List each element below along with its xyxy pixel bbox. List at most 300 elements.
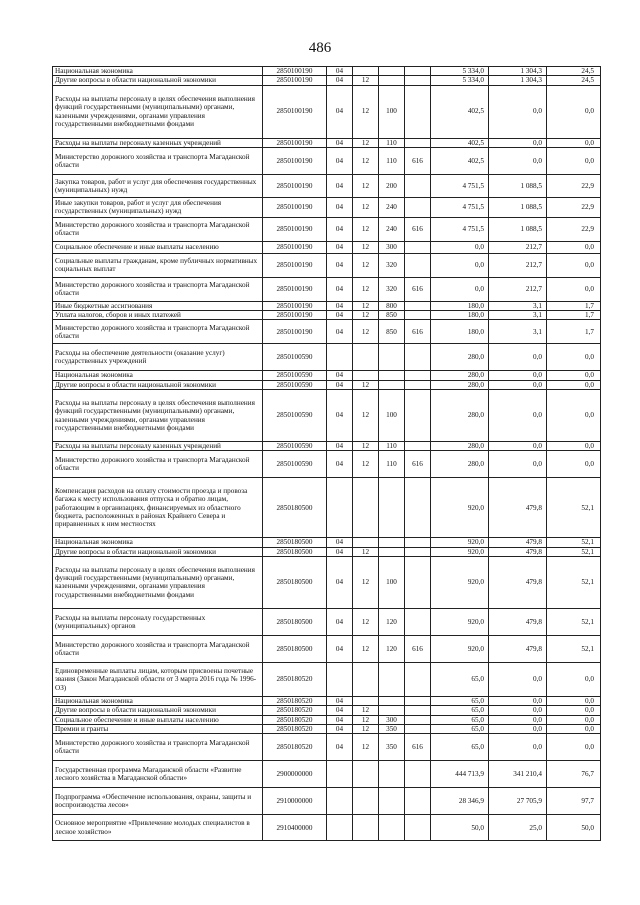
row-name-cell: Министерство дорожного хозяйства и транспорта Магаданской области: [53, 635, 263, 662]
subsection-cell: 12: [353, 451, 379, 478]
planned-amount-cell: 280,0: [431, 390, 489, 442]
execution-percent-cell: 22,9: [547, 174, 601, 197]
table-row: [53, 311, 601, 320]
expense-type-cell: [379, 547, 405, 556]
administrator-cell: [405, 311, 431, 320]
section-cell: 04: [327, 715, 353, 724]
row-name-cell: Компенсация расходов на оплату стоимости проезда и провоза багажа к месту использования отпуска и обратно лицам, работающим в организациях, финансируемых из областного бюджета, расположенных в районах Крайнего Севера и приравненных к ним местностях: [53, 478, 263, 538]
subsection-cell: 12: [353, 390, 379, 442]
section-cell: 04: [327, 380, 353, 389]
administrator-cell: [405, 547, 431, 556]
administrator-cell: 616: [405, 320, 431, 344]
administrator-cell: [405, 478, 431, 538]
target-code-cell: 2850100190: [263, 301, 327, 310]
planned-amount-cell: 280,0: [431, 344, 489, 371]
table-row: [53, 662, 601, 696]
row-name-cell: Расходы на обеспечение деятельности (оказание услуг) государственных учреждений: [53, 344, 263, 371]
section-cell: 04: [327, 608, 353, 635]
table-row: [53, 715, 601, 724]
actual-amount-cell: 25,0: [489, 815, 547, 841]
table-row: [53, 174, 601, 197]
execution-percent-cell: 0,0: [547, 451, 601, 478]
table-row: [53, 320, 601, 344]
expense-type-cell: [379, 67, 405, 76]
table-row: [53, 815, 601, 841]
subsection-cell: 12: [353, 217, 379, 241]
table-row: [53, 734, 601, 761]
target-code-cell: 2850100190: [263, 277, 327, 301]
planned-amount-cell: 4 751,5: [431, 174, 489, 197]
planned-amount-cell: 5 334,0: [431, 76, 489, 85]
section-cell: 04: [327, 538, 353, 547]
expense-type-cell: 320: [379, 253, 405, 277]
expense-type-cell: [379, 478, 405, 538]
table-row: [53, 217, 601, 241]
subsection-cell: 12: [353, 380, 379, 389]
expense-type-cell: [379, 706, 405, 715]
expense-type-cell: [379, 662, 405, 696]
administrator-cell: [405, 715, 431, 724]
administrator-cell: [405, 380, 431, 389]
row-name-cell: Иные бюджетные ассигнования: [53, 301, 263, 310]
section-cell: 04: [327, 724, 353, 733]
expense-type-cell: [379, 344, 405, 371]
planned-amount-cell: 920,0: [431, 556, 489, 608]
section-cell: 04: [327, 451, 353, 478]
table-row: [53, 76, 601, 85]
execution-percent-cell: 0,0: [547, 442, 601, 451]
row-name-cell: Другие вопросы в области национальной экономики: [53, 547, 263, 556]
table-row: [53, 556, 601, 608]
administrator-cell: [405, 538, 431, 547]
planned-amount-cell: 0,0: [431, 241, 489, 253]
planned-amount-cell: 0,0: [431, 277, 489, 301]
actual-amount-cell: 3,1: [489, 311, 547, 320]
planned-amount-cell: 280,0: [431, 380, 489, 389]
row-name-cell: Подпрограмма «Обеспечение использования, охраны, защиты и воспроизводства лесов»: [53, 788, 263, 815]
table-row: [53, 241, 601, 253]
expense-type-cell: [379, 761, 405, 788]
target-code-cell: 2850100190: [263, 76, 327, 85]
planned-amount-cell: 920,0: [431, 547, 489, 556]
subsection-cell: 12: [353, 724, 379, 733]
actual-amount-cell: 212,7: [489, 277, 547, 301]
execution-percent-cell: 0,0: [547, 147, 601, 174]
actual-amount-cell: 0,0: [489, 390, 547, 442]
subsection-cell: [353, 815, 379, 841]
table-row: [53, 147, 601, 174]
administrator-cell: [405, 390, 431, 442]
actual-amount-cell: 479,8: [489, 635, 547, 662]
table-row: [53, 451, 601, 478]
section-cell: 04: [327, 241, 353, 253]
actual-amount-cell: 0,0: [489, 724, 547, 733]
administrator-cell: [405, 724, 431, 733]
section-cell: [327, 788, 353, 815]
actual-amount-cell: 0,0: [489, 371, 547, 380]
actual-amount-cell: 479,8: [489, 547, 547, 556]
planned-amount-cell: 65,0: [431, 706, 489, 715]
administrator-cell: [405, 241, 431, 253]
execution-percent-cell: 0,0: [547, 696, 601, 705]
target-code-cell: 2850100590: [263, 390, 327, 442]
planned-amount-cell: 444 713,9: [431, 761, 489, 788]
expense-type-cell: 240: [379, 197, 405, 217]
section-cell: [327, 478, 353, 538]
subsection-cell: 12: [353, 734, 379, 761]
expense-type-cell: [379, 538, 405, 547]
subsection-cell: 12: [353, 253, 379, 277]
administrator-cell: [405, 761, 431, 788]
row-name-cell: Национальная экономика: [53, 67, 263, 76]
target-code-cell: 2850180520: [263, 734, 327, 761]
row-name-cell: Социальные выплаты гражданам, кроме публичных нормативных социальных выплат: [53, 253, 263, 277]
actual-amount-cell: 341 210,4: [489, 761, 547, 788]
table-row: [53, 67, 601, 76]
subsection-cell: 12: [353, 301, 379, 310]
subsection-cell: 12: [353, 138, 379, 147]
expense-type-cell: 240: [379, 217, 405, 241]
execution-percent-cell: 0,0: [547, 715, 601, 724]
expense-type-cell: 320: [379, 277, 405, 301]
expense-type-cell: 200: [379, 174, 405, 197]
table-row: [53, 724, 601, 733]
target-code-cell: 2850100590: [263, 442, 327, 451]
target-code-cell: 2850100190: [263, 147, 327, 174]
administrator-cell: [405, 138, 431, 147]
actual-amount-cell: 1 304,3: [489, 67, 547, 76]
row-name-cell: Расходы на выплаты персоналу казенных учреждений: [53, 442, 263, 451]
planned-amount-cell: 5 334,0: [431, 67, 489, 76]
target-code-cell: 2850100590: [263, 380, 327, 389]
target-code-cell: 2850100190: [263, 320, 327, 344]
subsection-cell: 12: [353, 715, 379, 724]
administrator-cell: [405, 197, 431, 217]
expense-type-cell: 100: [379, 390, 405, 442]
execution-percent-cell: 0,0: [547, 662, 601, 696]
execution-percent-cell: 52,1: [547, 556, 601, 608]
row-name-cell: Расходы на выплаты персоналу в целях обеспечения выполнения функций государственными (муниципальными) органами, казенными учреждениями, органами управления государственными внебюджетными фондами: [53, 85, 263, 138]
section-cell: 04: [327, 547, 353, 556]
table-row: [53, 696, 601, 705]
table-row: [53, 788, 601, 815]
actual-amount-cell: 1 088,5: [489, 174, 547, 197]
target-code-cell: 2850100190: [263, 67, 327, 76]
target-code-cell: 2850100190: [263, 85, 327, 138]
administrator-cell: [405, 556, 431, 608]
subsection-cell: 12: [353, 442, 379, 451]
row-name-cell: Расходы на выплаты персоналу государственных (муниципальных) органов: [53, 608, 263, 635]
execution-percent-cell: 0,0: [547, 253, 601, 277]
execution-percent-cell: 52,1: [547, 635, 601, 662]
row-name-cell: Министерство дорожного хозяйства и транспорта Магаданской области: [53, 451, 263, 478]
administrator-cell: [405, 442, 431, 451]
planned-amount-cell: 920,0: [431, 538, 489, 547]
administrator-cell: 616: [405, 277, 431, 301]
expense-type-cell: [379, 380, 405, 389]
section-cell: [327, 761, 353, 788]
administrator-cell: [405, 301, 431, 310]
execution-percent-cell: 24,5: [547, 76, 601, 85]
planned-amount-cell: 180,0: [431, 301, 489, 310]
expense-type-cell: [379, 788, 405, 815]
planned-amount-cell: 280,0: [431, 371, 489, 380]
planned-amount-cell: 4 751,5: [431, 197, 489, 217]
section-cell: 04: [327, 217, 353, 241]
row-name-cell: Государственная программа Магаданской области «Развитие лесного хозяйства в Магаданской области»: [53, 761, 263, 788]
subsection-cell: 12: [353, 174, 379, 197]
table-row: [53, 138, 601, 147]
actual-amount-cell: 0,0: [489, 147, 547, 174]
planned-amount-cell: 65,0: [431, 696, 489, 705]
section-cell: 04: [327, 734, 353, 761]
administrator-cell: [405, 371, 431, 380]
section-cell: 04: [327, 277, 353, 301]
execution-percent-cell: 97,7: [547, 788, 601, 815]
subsection-cell: [353, 344, 379, 371]
row-name-cell: Министерство дорожного хозяйства и транспорта Магаданской области: [53, 320, 263, 344]
target-code-cell: 2850100190: [263, 311, 327, 320]
execution-percent-cell: 22,9: [547, 217, 601, 241]
row-name-cell: Расходы на выплаты персоналу в целях обеспечения выполнения функций государственными (муниципальными) органами, казенными учреждениями, органами управления государственными внебюджетными фондами: [53, 556, 263, 608]
table-row: [53, 85, 601, 138]
section-cell: 04: [327, 197, 353, 217]
table-row: [53, 253, 601, 277]
actual-amount-cell: 0,0: [489, 706, 547, 715]
section-cell: 04: [327, 706, 353, 715]
planned-amount-cell: 402,5: [431, 138, 489, 147]
section-cell: 04: [327, 138, 353, 147]
planned-amount-cell: 65,0: [431, 662, 489, 696]
target-code-cell: 2850100590: [263, 371, 327, 380]
section-cell: 04: [327, 76, 353, 85]
subsection-cell: 12: [353, 608, 379, 635]
execution-percent-cell: 52,1: [547, 608, 601, 635]
actual-amount-cell: 1 088,5: [489, 217, 547, 241]
expense-type-cell: 120: [379, 635, 405, 662]
execution-percent-cell: 1,7: [547, 320, 601, 344]
administrator-cell: 616: [405, 635, 431, 662]
table-row: [53, 371, 601, 380]
administrator-cell: [405, 174, 431, 197]
row-name-cell: Другие вопросы в области национальной экономики: [53, 76, 263, 85]
subsection-cell: 12: [353, 241, 379, 253]
table-row: [53, 608, 601, 635]
subsection-cell: 12: [353, 197, 379, 217]
target-code-cell: 2850100190: [263, 253, 327, 277]
row-name-cell: Единовременные выплаты лицам, которым присвоены почетные звания (Закон Магаданской области от 3 марта 2016 года № 1996-ОЗ): [53, 662, 263, 696]
planned-amount-cell: 50,0: [431, 815, 489, 841]
subsection-cell: 12: [353, 320, 379, 344]
section-cell: 04: [327, 311, 353, 320]
target-code-cell: 2850100190: [263, 241, 327, 253]
section-cell: 04: [327, 556, 353, 608]
administrator-cell: 616: [405, 734, 431, 761]
target-code-cell: 2850180500: [263, 608, 327, 635]
target-code-cell: 2850180520: [263, 662, 327, 696]
subsection-cell: 12: [353, 277, 379, 301]
table-row: [53, 761, 601, 788]
administrator-cell: [405, 608, 431, 635]
actual-amount-cell: 3,1: [489, 320, 547, 344]
target-code-cell: 2850180500: [263, 547, 327, 556]
actual-amount-cell: 479,8: [489, 538, 547, 547]
expense-type-cell: [379, 696, 405, 705]
execution-percent-cell: 0,0: [547, 706, 601, 715]
planned-amount-cell: 65,0: [431, 724, 489, 733]
table-row: [53, 277, 601, 301]
execution-percent-cell: 0,0: [547, 138, 601, 147]
row-name-cell: Премии и гранты: [53, 724, 263, 733]
execution-percent-cell: 0,0: [547, 85, 601, 138]
target-code-cell: 2900000000: [263, 761, 327, 788]
table-row: [53, 478, 601, 538]
actual-amount-cell: 0,0: [489, 715, 547, 724]
expense-type-cell: 100: [379, 85, 405, 138]
actual-amount-cell: 3,1: [489, 301, 547, 310]
row-name-cell: Социальное обеспечение и иные выплаты населению: [53, 715, 263, 724]
subsection-cell: 12: [353, 76, 379, 85]
target-code-cell: 2850180500: [263, 478, 327, 538]
table-row: [53, 635, 601, 662]
planned-amount-cell: 402,5: [431, 85, 489, 138]
planned-amount-cell: 402,5: [431, 147, 489, 174]
actual-amount-cell: 0,0: [489, 138, 547, 147]
subsection-cell: 12: [353, 556, 379, 608]
subsection-cell: [353, 761, 379, 788]
section-cell: 04: [327, 301, 353, 310]
actual-amount-cell: 479,8: [489, 556, 547, 608]
administrator-cell: 616: [405, 147, 431, 174]
actual-amount-cell: 212,7: [489, 253, 547, 277]
target-code-cell: 2850100590: [263, 344, 327, 371]
actual-amount-cell: 479,8: [489, 478, 547, 538]
expense-type-cell: 300: [379, 715, 405, 724]
row-name-cell: Расходы на выплаты персоналу казенных учреждений: [53, 138, 263, 147]
execution-percent-cell: 0,0: [547, 380, 601, 389]
expense-type-cell: 300: [379, 241, 405, 253]
target-code-cell: 2850180520: [263, 696, 327, 705]
execution-percent-cell: 1,7: [547, 301, 601, 310]
execution-percent-cell: 52,1: [547, 538, 601, 547]
subsection-cell: [353, 662, 379, 696]
page-number: 486: [308, 40, 332, 56]
table-row: [53, 442, 601, 451]
administrator-cell: [405, 85, 431, 138]
execution-percent-cell: 0,0: [547, 241, 601, 253]
administrator-cell: [405, 253, 431, 277]
execution-percent-cell: 0,0: [547, 724, 601, 733]
section-cell: [327, 662, 353, 696]
target-code-cell: 2850100190: [263, 174, 327, 197]
target-code-cell: 2850100190: [263, 217, 327, 241]
expense-type-cell: 800: [379, 301, 405, 310]
target-code-cell: 2910000000: [263, 788, 327, 815]
row-name-cell: Иные закупки товаров, работ и услуг для обеспечения государственных (муниципальных) нужд: [53, 197, 263, 217]
expense-type-cell: 350: [379, 734, 405, 761]
planned-amount-cell: 920,0: [431, 635, 489, 662]
subsection-cell: 12: [353, 85, 379, 138]
actual-amount-cell: 1 304,3: [489, 76, 547, 85]
row-name-cell: Министерство дорожного хозяйства и транспорта Магаданской области: [53, 277, 263, 301]
execution-percent-cell: 76,7: [547, 761, 601, 788]
row-name-cell: Министерство дорожного хозяйства и транспорта Магаданской области: [53, 147, 263, 174]
actual-amount-cell: 27 705,9: [489, 788, 547, 815]
budget-table: [52, 66, 601, 841]
section-cell: 04: [327, 253, 353, 277]
planned-amount-cell: 0,0: [431, 253, 489, 277]
subsection-cell: 12: [353, 706, 379, 715]
section-cell: 04: [327, 174, 353, 197]
execution-percent-cell: 50,0: [547, 815, 601, 841]
planned-amount-cell: 280,0: [431, 442, 489, 451]
administrator-cell: [405, 344, 431, 371]
administrator-cell: [405, 696, 431, 705]
execution-percent-cell: 1,7: [547, 311, 601, 320]
actual-amount-cell: 1 088,5: [489, 197, 547, 217]
table-row: [53, 380, 601, 389]
administrator-cell: [405, 76, 431, 85]
execution-percent-cell: 0,0: [547, 277, 601, 301]
planned-amount-cell: 65,0: [431, 715, 489, 724]
target-code-cell: 2850180520: [263, 715, 327, 724]
expense-type-cell: 110: [379, 147, 405, 174]
expense-type-cell: [379, 371, 405, 380]
execution-percent-cell: 0,0: [547, 734, 601, 761]
planned-amount-cell: 28 346,9: [431, 788, 489, 815]
execution-percent-cell: 0,0: [547, 344, 601, 371]
planned-amount-cell: 180,0: [431, 311, 489, 320]
section-cell: 04: [327, 696, 353, 705]
execution-percent-cell: 0,0: [547, 390, 601, 442]
execution-percent-cell: 0,0: [547, 371, 601, 380]
row-name-cell: Закупка товаров, работ и услуг для обеспечения государственных (муниципальных) нужд: [53, 174, 263, 197]
subsection-cell: [353, 371, 379, 380]
row-name-cell: Министерство дорожного хозяйства и транспорта Магаданской области: [53, 217, 263, 241]
actual-amount-cell: 0,0: [489, 380, 547, 389]
planned-amount-cell: 4 751,5: [431, 217, 489, 241]
row-name-cell: Расходы на выплаты персоналу в целях обеспечения выполнения функций государственными (муниципальными) органами, казенными учреждениями, органами управления государственными внебюджетными фондами: [53, 390, 263, 442]
table-row: [53, 301, 601, 310]
actual-amount-cell: 479,8: [489, 608, 547, 635]
actual-amount-cell: 0,0: [489, 696, 547, 705]
row-name-cell: Национальная экономика: [53, 538, 263, 547]
subsection-cell: [353, 478, 379, 538]
row-name-cell: Уплата налогов, сборов и иных платежей: [53, 311, 263, 320]
subsection-cell: 12: [353, 311, 379, 320]
expense-type-cell: [379, 76, 405, 85]
planned-amount-cell: 65,0: [431, 734, 489, 761]
administrator-cell: [405, 788, 431, 815]
administrator-cell: 616: [405, 451, 431, 478]
section-cell: 04: [327, 390, 353, 442]
expense-type-cell: 850: [379, 311, 405, 320]
row-name-cell: Социальное обеспечение и иные выплаты населению: [53, 241, 263, 253]
table-row: [53, 547, 601, 556]
target-code-cell: 2850100190: [263, 197, 327, 217]
row-name-cell: Национальная экономика: [53, 371, 263, 380]
planned-amount-cell: 920,0: [431, 478, 489, 538]
subsection-cell: [353, 788, 379, 815]
section-cell: 04: [327, 371, 353, 380]
actual-amount-cell: 212,7: [489, 241, 547, 253]
table-row: [53, 706, 601, 715]
target-code-cell: 2850180520: [263, 706, 327, 715]
row-name-cell: Основное мероприятие «Привлечение молодых специалистов в лесное хозяйство»: [53, 815, 263, 841]
execution-percent-cell: 22,9: [547, 197, 601, 217]
actual-amount-cell: 0,0: [489, 734, 547, 761]
administrator-cell: [405, 815, 431, 841]
